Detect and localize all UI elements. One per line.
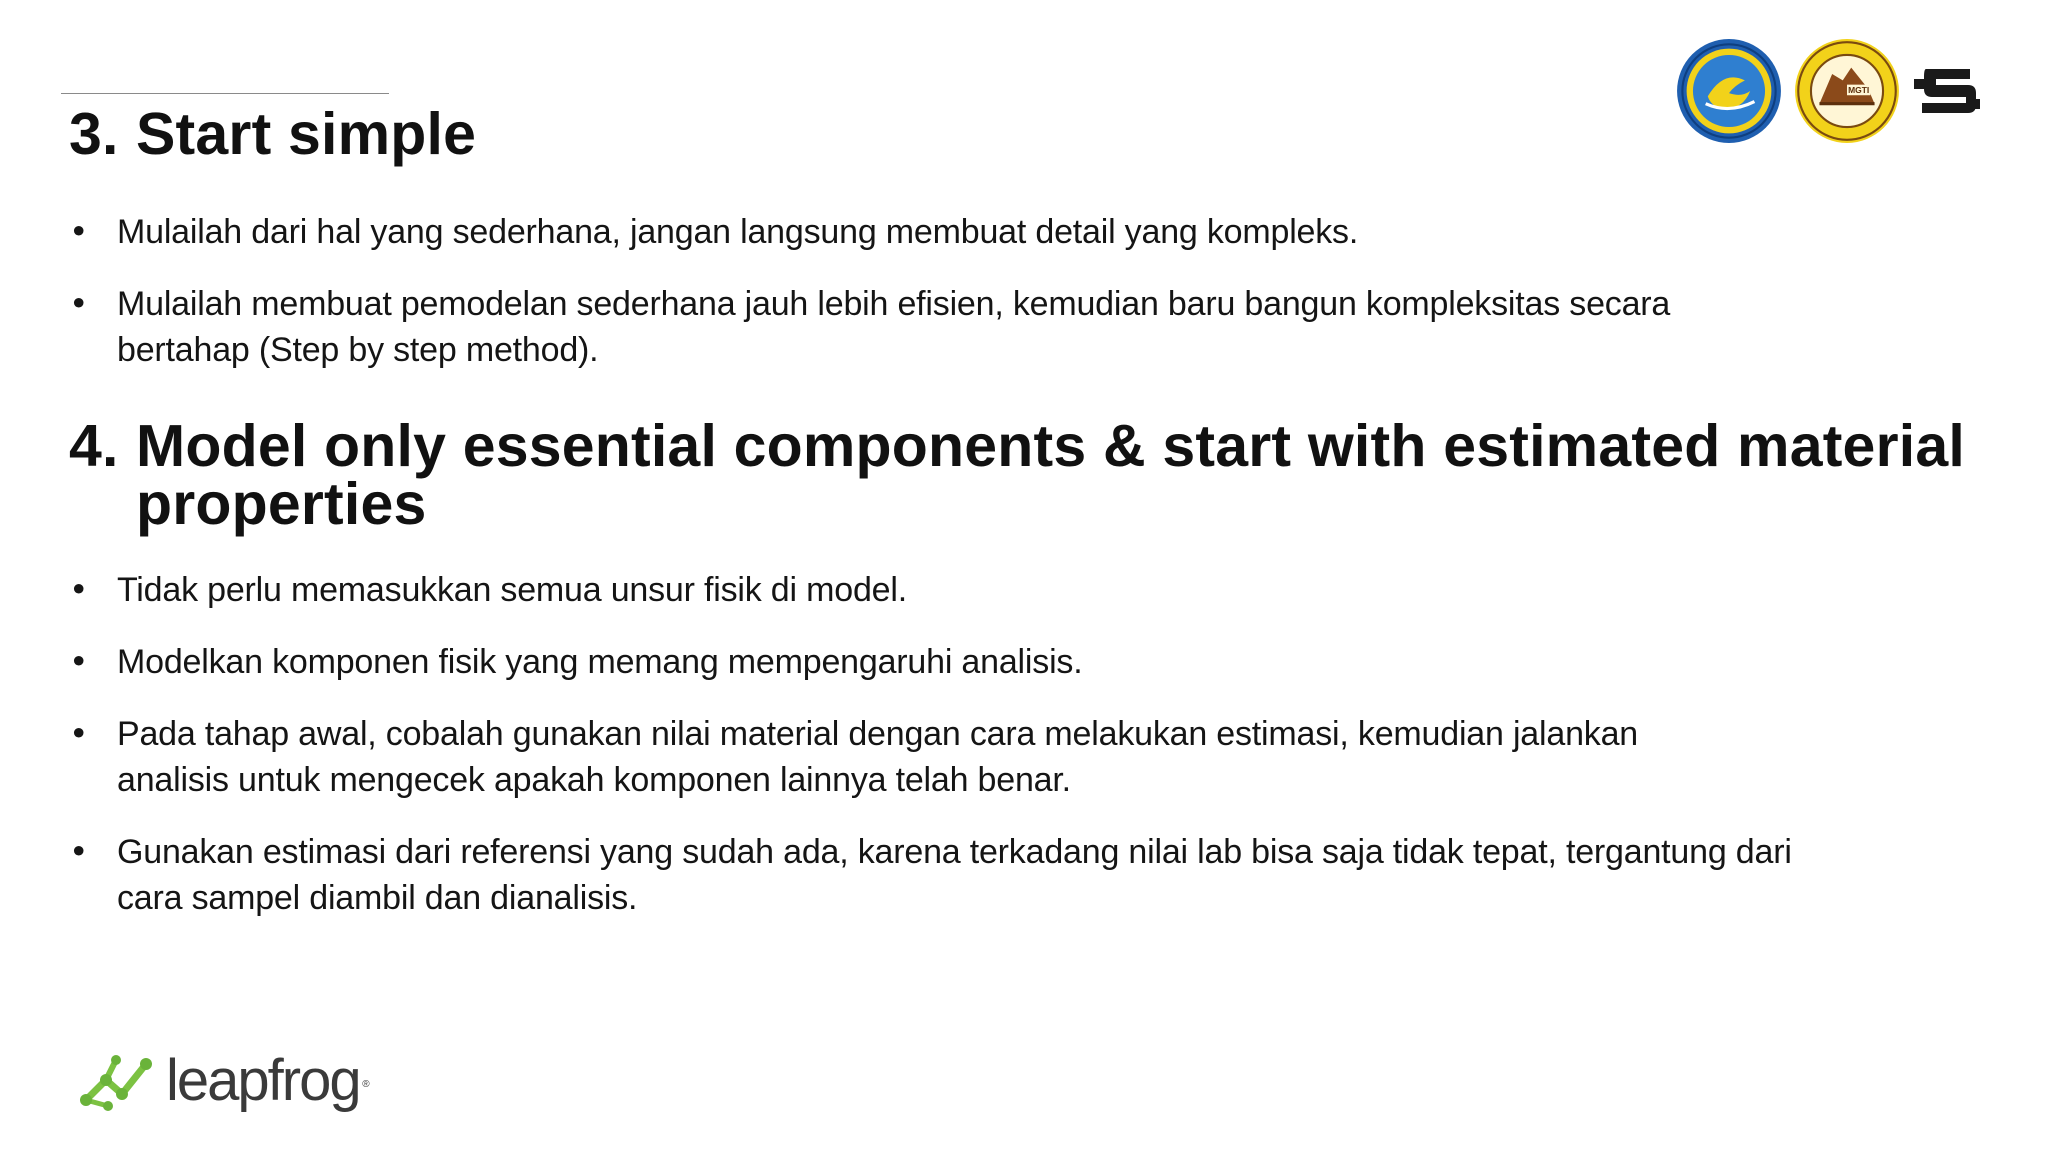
list-item — [69, 281, 1869, 373]
bullet-icon: • — [69, 284, 89, 323]
svg-text:MGTI: MGTI — [1848, 85, 1870, 96]
leapfrog-brand-text: leapfrog — [166, 1048, 360, 1113]
bullet-text: Tidak perlu memasukkan semua unsur fisik di model. — [117, 571, 907, 609]
s-brand-logo-icon — [1912, 61, 1982, 121]
section-3-bullet-list — [69, 209, 1869, 373]
section-3-heading — [69, 101, 477, 167]
list-item — [69, 829, 1869, 921]
section-4-bullet-list — [69, 567, 1869, 947]
bullet-text: Mulailah membuat pemodelan sederhana jauh lebih efisien, kemudian baru bangun kompleksitas secara bertahap (Step by step method). — [117, 285, 1671, 369]
leapfrog-wordmark — [166, 1048, 370, 1113]
list-item — [69, 209, 1869, 255]
section-3-title: Start simple — [136, 101, 477, 167]
bullet-text: Mulailah dari hal yang sederhana, jangan langsung membuat detail yang kompleks. — [117, 213, 1359, 251]
bullet-icon: • — [69, 832, 89, 871]
section-4-number: 4. — [69, 413, 119, 479]
list-item — [69, 639, 1869, 685]
section-4-heading — [69, 413, 2009, 537]
bullet-text: Gunakan estimasi dari referensi yang sudah ada, karena terkadang nilai lab bisa saja tidak tepat, tergantung dari cara sampel diambil dan dianalisis. — [117, 833, 1792, 917]
bullet-icon: • — [69, 642, 89, 681]
section-4-title-line-1: Model only essential components & start with estimated material — [136, 413, 1965, 479]
organization-seal-mgti-icon — [1794, 38, 1900, 144]
bullet-icon: • — [69, 212, 89, 251]
header-logos — [1676, 38, 1982, 144]
bullet-text: Pada tahap awal, cobalah gunakan nilai material dengan cara melakukan estimasi, kemudian jalankan analisis untuk mengecek apakah komponen lainnya telah benar. — [117, 715, 1639, 799]
bullet-icon: • — [69, 714, 89, 753]
bullet-text: Modelkan komponen fisik yang memang mempengaruhi analisis. — [117, 643, 1083, 681]
organization-seal-blue-icon — [1676, 38, 1782, 144]
top-rule — [61, 93, 389, 94]
leapfrog-network-icon — [76, 1050, 156, 1112]
section-4-title-line-2: properties — [136, 471, 427, 537]
section-3-number: 3. — [69, 101, 119, 167]
bullet-icon: • — [69, 570, 89, 609]
list-item — [69, 711, 1869, 803]
leapfrog-logo — [76, 1048, 370, 1113]
registered-mark: ® — [362, 1079, 370, 1090]
list-item — [69, 567, 1869, 613]
